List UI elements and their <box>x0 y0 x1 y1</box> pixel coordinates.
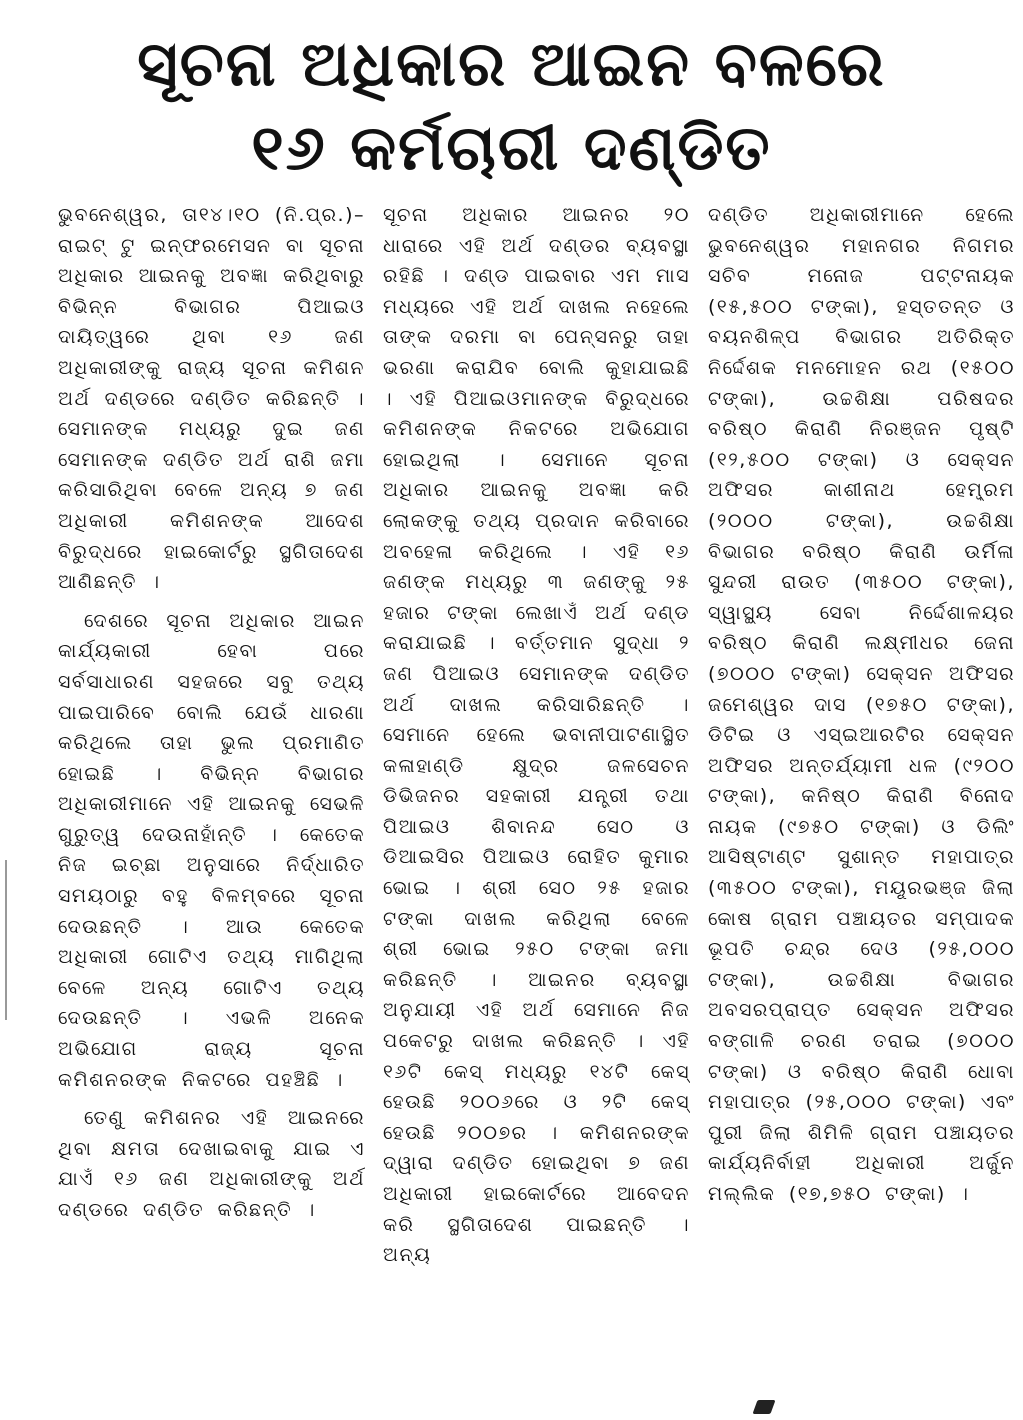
column-2 <box>383 200 690 1414</box>
headline-line-2: ୧୬ କର୍ମଚାରୀ ଦଣ୍ଡିତ <box>251 111 772 184</box>
margin-rule <box>5 860 7 1020</box>
article-body <box>58 200 1015 1414</box>
paragraph: ଭୁବନେଶ୍ୱର, ତା୧୪।୧୦ (ନି.ପ୍ର.)– ରାଇଟ୍ ଟୁ ଇନ୍‌ଫରମେସନ ବା ସୂଚନା ଅଧିକାର ଆଇନକୁ ଅବଜ୍ଞା କରିଥିବାରୁ ବିଭିନ୍ନ ବିଭାଗର ପିଆଇଓ ଦାୟିତ୍ୱରେ ଥିବା ୧୬ ଜଣ ଅଧିକାରୀଙ୍କୁ ରାଜ୍ୟ ସୂଚନା କମିଶନ ଅର୍ଥ ଦଣ୍ଡରେ ଦଣ୍ଡିତ କରିଛନ୍ତି । ସେମାନଙ୍କ ମଧ୍ୟରୁ ଦୁଇ ଜଣ ସେମାନଙ୍କ ଦଣ୍ଡିତ ଅର୍ଥ ରାଶି ଜମା କରିସାରିଥିବା ବେଳେ ଅନ୍ୟ ୭ ଜଣ ଅଧିକାରୀ କମିଶନଙ୍କ ଆଦେଶ ବିରୁଦ୍ଧରେ ହାଇକୋର୍ଟରୁ ସ୍ଥଗିତାଦେଶ ଆଣିଛନ୍ତି । <box>58 204 365 594</box>
headline <box>0 22 1023 190</box>
headline-line-1: ସୂଚନା ଅଧିକାର ଆଇନ ବଳରେ <box>137 27 886 100</box>
paragraph: ଦଣ୍ଡିତ ଅଧିକାରୀମାନେ ହେଲେ ଭୁବନେଶ୍ୱର ମହାନଗର ନିଗମର ସଚିବ ମନୋଜ ପଟ୍ଟନାୟକ (୧୫,୫୦୦ ଟଙ୍କା), ହସ୍ତତନ୍ତ ଓ ବୟନଶିଳ୍ପ ବିଭାଗର ଅତିରିକ୍ତ ନିର୍ଦ୍ଦେଶକ ମନମୋହନ ରଥ (୧୫୦୦ ଟଙ୍କା), ଉଚ୍ଚଶିକ୍ଷା ପରିଷଦର ବରିଷ୍ଠ କିରାଣି ନିରଞ୍ଜନ ପୃଷ୍ଟି (୧୨,୫୦୦ ଟଙ୍କା) ଓ ସେକ୍ସନ ଅଫିସର କାଶୀନାଥ ହେମ୍ବ୍ରମ (୨୦୦୦ ଟଙ୍କା), ଉଚ୍ଚଶିକ୍ଷା ବିଭାଗର ବରିଷ୍ଠ କିରାଣି ଉର୍ମିଳା ସୁନ୍ଦରୀ ରାଉତ (୩୫୦୦ ଟଙ୍କା), ସ୍ୱାସ୍ଥ୍ୟ ସେବା ନିର୍ଦ୍ଦେଶାଳୟର ବରିଷ୍ଠ କିରାଣି ଲକ୍ଷ୍ମୀଧର ଜେନା (୭୦୦୦ ଟଙ୍କା) ସେକ୍ସନ ଅଫିସର ଜମେଶ୍ୱର ଦାସ (୧୭୫୦ ଟଙ୍କା), ଡିଟିଇ ଓ ଏସ୍‌ଇଆରଟିର ସେକ୍ସନ ଅଫିସର ଅନ୍ତର୍ଯ୍ୟାମୀ ଧଳ (୯୨୦୦ ଟଙ୍କା), କନିଷ୍ଠ କିରାଣି ବିନୋଦ ନାୟକ (୯୭୫୦ ଟଙ୍କା) ଓ ଡିଲିଂ ଆସିଷ୍ଟାଣ୍ଟ ସୁଶାନ୍ତ ମହାପାତ୍ର (୩୫୦୦ ଟଙ୍କା), ମୟୂରଭଞ୍ଜ ଜିଲା କୋଷ ଗ୍ରାମ ପଞ୍ଚାୟତର ସମ୍ପାଦକ ଭୂପତି ଚନ୍ଦ୍ର ଦେଓ (୨୫,୦୦୦ ଟଙ୍କା), ଉଚ୍ଚଶିକ୍ଷା ବିଭାଗର ଅବସରପ୍ରାପ୍ତ ସେକ୍ସନ ଅଫିସର ବଙ୍ଗାଳି ଚରଣ ତରାଇ (୭୦୦୦ ଟଙ୍କା) ଓ ବରିଷ୍ଠ କିରାଣି ଧୋବା ମହାପାତ୍ର (୨୫,୦୦୦ ଟଙ୍କା) ଏବଂ ପୁରୀ ଜିଲା ଶିମିଳି ଗ୍ରାମ ପଞ୍ଚାୟତର କାର୍ଯ୍ୟନିର୍ବାହୀ ଅଧିକାରୀ ଅର୍ଜୁନ ମଲ୍ଲିକ (୧୭,୭୫୦ ଟଙ୍କା) । <box>708 204 1015 1205</box>
paragraph: ତେଣୁ କମିଶନର ଏହି ଆଇନରେ ଥିବା କ୍ଷମତା ଦେଖାଇବାକୁ ଯାଇ ଏ ଯାଏଁ ୧୬ ଜଣ ଅଧିକାରୀଙ୍କୁ ଅର୍ଥ ଦଣ୍ଡରେ ଦଣ୍ଡିତ କରିଛନ୍ତି । <box>58 1107 365 1221</box>
column-3 <box>708 200 1015 1414</box>
paragraph: ସୂଚନା ଅଧିକାର ଆଇନର ୨୦ ଧାରାରେ ଏହି ଅର୍ଥ ଦଣ୍ଡର ବ୍ୟବସ୍ଥା ରହିଛି । ଦଣ୍ଡ ପାଇବାର ଏମ ମାସ ମଧ୍ୟରେ ଏହି ଅର୍ଥ ଦାଖଲ ନହେଲେ ତାଙ୍କ ଦରମା ବା ପେନ୍‌ସନରୁ ତାହା ଭରଣା କରାଯିବ ବୋଲି କୁହାଯାଇଛି । ଏହି ପିଆଇଓମାନଙ୍କ ବିରୁଦ୍ଧରେ କମିଶନଙ୍କ ନିକଟରେ ଅଭିଯୋଗ ହୋଇଥିଲା । ସେମାନେ ସୂଚନା ଅଧିକାର ଆଇନକୁ ଅବଜ୍ଞା କରି ଲୋକଙ୍କୁ ତଥ୍ୟ ପ୍ରଦାନ କରିବାରେ ଅବହେଳା କରିଥିଲେ । ଏହି ୧୬ ଜଣଙ୍କ ମଧ୍ୟରୁ ୩ ଜଣଙ୍କୁ ୨୫ ହଜାର ଟଙ୍କା ଲେଖାଏଁ ଅର୍ଥ ଦଣ୍ଡ କରାଯାଇଛି । ବର୍ତ୍ତମାନ ସୁଦ୍ଧା ୨ ଜଣ ପିଆଇଓ ସେମାନଙ୍କ ଦଣ୍ଡିତ ଅର୍ଥ ଦାଖଲ କରିସାରିଛନ୍ତି । ସେମାନେ ହେଲେ ଭବାନୀପାଟଣାସ୍ଥିତ କଳାହାଣ୍ଡି କ୍ଷୁଦ୍ର ଜଳସେଚନ ଡିଭିଜନର ସହକାରୀ ଯନ୍ତ୍ରୀ ତଥା ପିଆଇଓ ଶିବାନନ୍ଦ ସେଠ ଓ ଡିଆଇସିର ପିଆଇଓ ରୋହିତ କୁମାର ଭୋଇ । ଶ୍ରୀ ସେଠ ୨୫ ହଜାର ଟଙ୍କା ଦାଖଲ କରିଥିଲା ବେଳେ ଶ୍ରୀ ଭୋଇ ୨୫୦ ଟଙ୍କା ଜମା କରିଛନ୍ତି । ଆଇନର ବ୍ୟବସ୍ଥା ଅନୁଯାୟୀ ଏହି ଅର୍ଥ ସେମାନେ ନିଜ ପକେଟରୁ ଦାଖଲ କରିଛନ୍ତି । ଏହି ୧୬ଟି କେସ୍ ମଧ୍ୟରୁ ୧୪ଟି କେସ୍ ହେଉଛି ୨୦୦୬ରେ ଓ ୨ଟି କେସ୍ ହେଉଛି ୨୦୦୭ର । କମିଶନରଙ୍କ ଦ୍ୱାରା ଦଣ୍ଡିତ ହୋଇଥିବା ୭ ଜଣ ଅଧିକାରୀ ହାଇକୋର୍ଟରେ ଆବେଦନ କରି ସ୍ଥଗିତାଦେଶ ପାଇଛନ୍ତି । ଅନ୍ୟ <box>383 204 690 1267</box>
column-1 <box>58 200 365 1414</box>
paragraph: ଦେଶରେ ସୂଚନା ଅଧିକାର ଆଇନ କାର୍ଯ୍ୟକାରୀ ହେବା ପରେ ସର୍ବସାଧାରଣ ସହଜରେ ସବୁ ତଥ୍ୟ ପାଇପାରିବେ ବୋଲି ଯେଉଁ ଧାରଣା କରିଥିଲେ ତାହା ଭୁଲ ପ୍ରମାଣିତ ହୋଇଛି । ବିଭିନ୍ନ ବିଭାଗର ଅଧିକାରୀମାନେ ଏହି ଆଇନକୁ ସେଭଳି ଗୁରୁତ୍ୱ ଦେଉନାହାଁନ୍ତି । କେତେକ ନିଜ ଇଚ୍ଛା ଅନୁସାରେ ନିର୍ଦ୍ଧାରିତ ସମୟଠାରୁ ବହୁ ବିଳମ୍ବରେ ସୂଚନା ଦେଉଛନ୍ତି । ଆଉ କେତେକ ଅଧିକାରୀ ଗୋଟିଏ ତଥ୍ୟ ମାଗିଥିଲା ବେଳେ ଅନ୍ୟ ଗୋଟିଏ ତଥ୍ୟ ଦେଉଛନ୍ତି । ଏଭଳି ଅନେକ ଅଭିଯୋଗ ରାଜ୍ୟ ସୂଚନା କମିଶନରଙ୍କ ନିକଟରେ ପହଞ୍ଚିଛି । <box>58 609 365 1091</box>
